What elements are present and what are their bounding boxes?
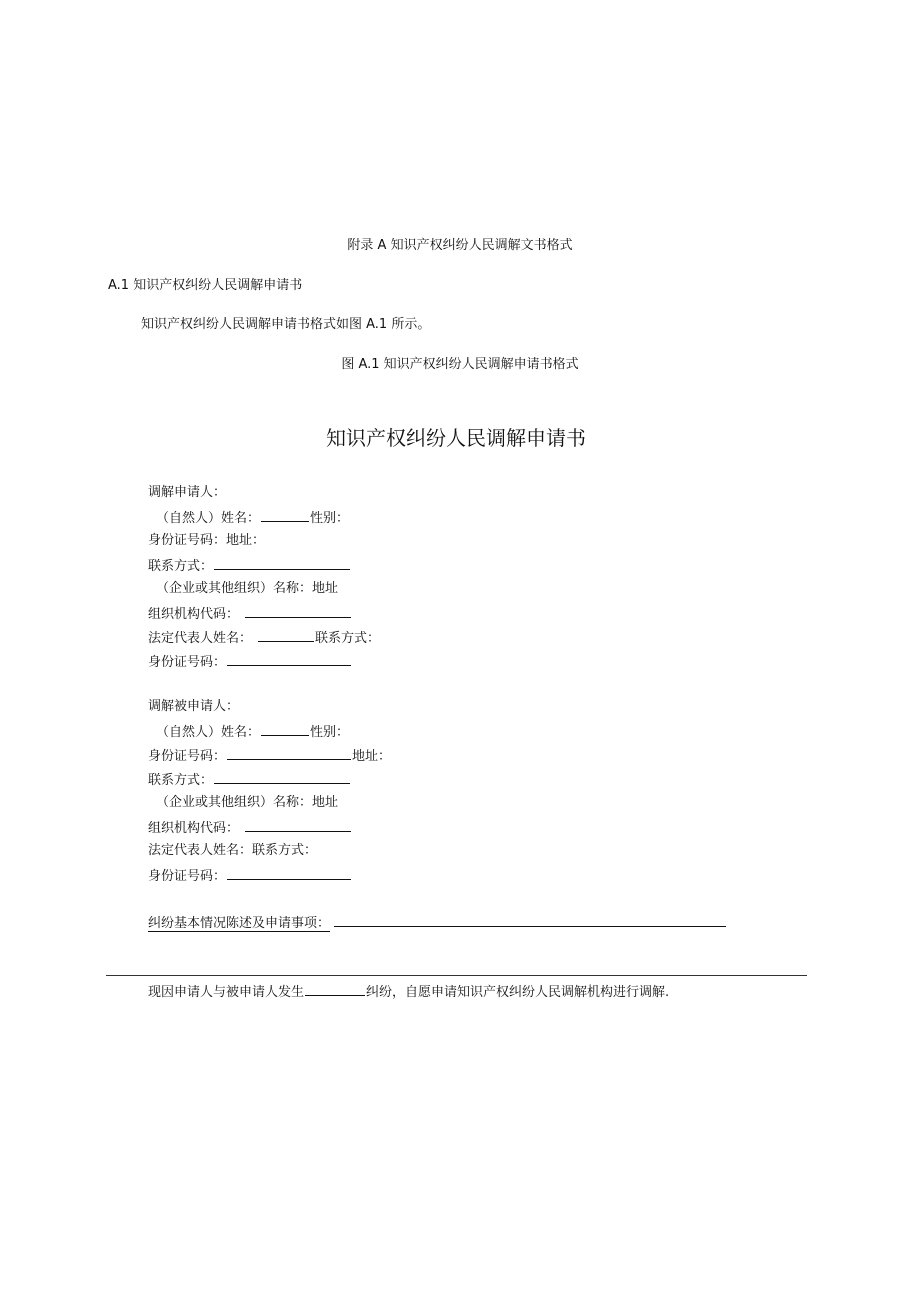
applicant-contact-line (148, 556, 351, 576)
dispute-type-blank[interactable] (305, 982, 365, 996)
respondent-id-number-label: 身份证号码： (148, 869, 227, 884)
respondent-address-label: 地址： (352, 749, 392, 764)
respondent-contact-line (148, 770, 351, 790)
applicant-id-number-blank[interactable] (227, 652, 351, 666)
applicant-legal-rep-line (148, 628, 380, 648)
respondent-org-code-line (148, 818, 352, 838)
applicant-org-code-label: 组织机构代码： (148, 607, 240, 622)
respondent-natural-person-line (156, 722, 349, 742)
respondent-legal-rep-contact-label: 法定代表人姓名：联系方式： (148, 843, 318, 858)
closing-statement (148, 982, 669, 1002)
applicant-legal-rep-blank[interactable] (258, 628, 314, 642)
closing-part1: 现因申请人与被申请人发生 (148, 985, 305, 1000)
respondent-name-blank[interactable] (261, 722, 309, 736)
respondent-contact-blank[interactable] (214, 770, 350, 784)
respondent-gender-label: 性别： (310, 725, 350, 740)
applicant-org-name-label: （企业或其他组织）名称：地址 (156, 581, 339, 596)
section-heading: A.1 知识产权纠纷人民调解申请书 (108, 278, 303, 293)
applicant-id-number-label: 身份证号码： (148, 655, 227, 670)
applicant-id-number-line (148, 652, 352, 672)
dispute-facts-line (148, 913, 727, 933)
figure-caption: 图 A.1 知识产权纠纷人民调解申请书格式 (341, 357, 579, 372)
intro-paragraph: 知识产权纠纷人民调解申请书格式如图 A.1 所示。 (141, 317, 431, 332)
applicant-legal-rep-contact-label: 联系方式： (315, 631, 381, 646)
applicant-gender-label: 性别： (310, 511, 350, 526)
appendix-title: 附录 A 知识产权纠纷人民调解文书格式 (347, 238, 573, 253)
respondent-contact-label: 联系方式： (148, 773, 214, 788)
applicant-name-label: （自然人）姓名： (156, 511, 261, 526)
respondent-id-number-blank[interactable] (227, 866, 351, 880)
respondent-name-label: （自然人）姓名： (156, 725, 261, 740)
applicant-name-blank[interactable] (261, 508, 309, 522)
form-title: 知识产权纠纷人民调解申请书 (326, 426, 586, 450)
divider-line (106, 975, 807, 976)
applicant-legal-rep-label: 法定代表人姓名： (148, 631, 253, 646)
respondent-id-number-line (148, 866, 352, 886)
applicant-org-code-line (148, 604, 352, 624)
applicant-natural-person-line (156, 508, 349, 528)
respondent-id-blank[interactable] (227, 746, 351, 760)
applicant-heading: 调解申请人： (148, 485, 227, 500)
applicant-contact-blank[interactable] (214, 556, 350, 570)
closing-part2: 纠纷，自愿申请知识产权纠纷人民调解机构进行调解. (366, 985, 670, 1000)
respondent-org-name-label: （企业或其他组织）名称：地址 (156, 795, 339, 810)
respondent-id-label: 身份证号码： (148, 749, 227, 764)
applicant-id-address-label: 身份证号码：地址： (148, 533, 266, 548)
applicant-contact-label: 联系方式： (148, 559, 214, 574)
respondent-id-address-line (148, 746, 391, 766)
respondent-org-code-label: 组织机构代码： (148, 821, 240, 836)
respondent-heading: 调解被申请人： (148, 699, 240, 714)
respondent-org-code-blank[interactable] (245, 818, 351, 832)
applicant-org-code-blank[interactable] (245, 604, 351, 618)
dispute-facts-blank[interactable] (334, 913, 726, 927)
dispute-facts-label: 纠纷基本情况陈述及申请事项： (148, 916, 331, 931)
